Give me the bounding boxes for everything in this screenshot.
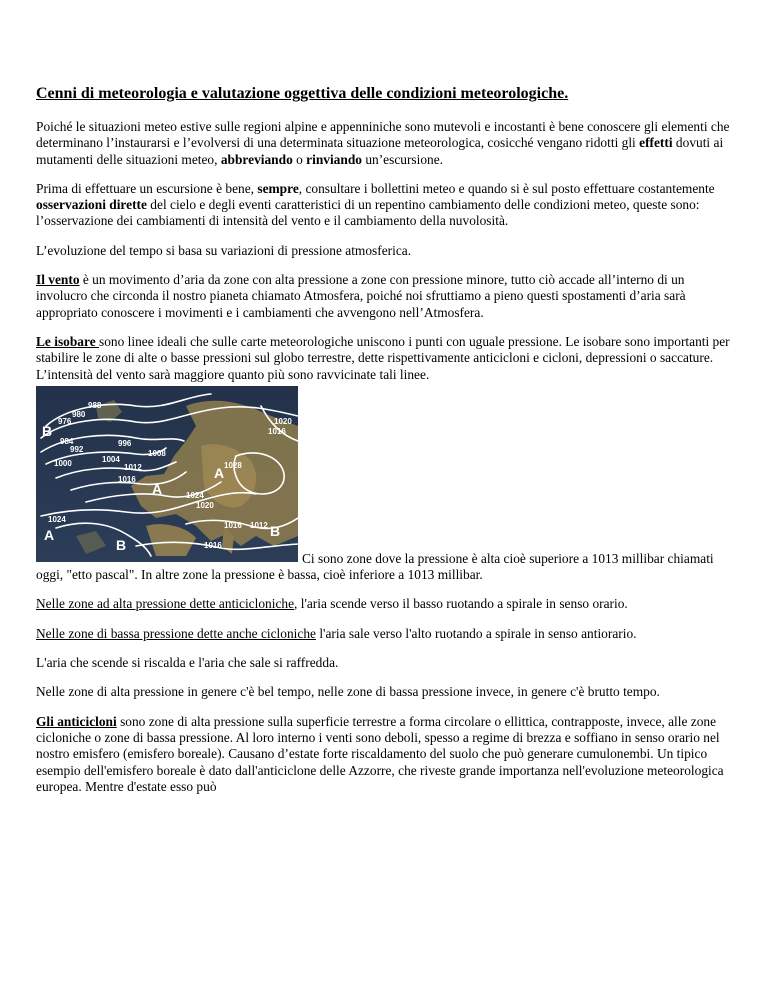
- isobar-label: 992: [70, 444, 84, 454]
- text-span: del cielo e degli eventi caratteristici di un repentino cambiamento delle condizioni meteo, queste sono: l’osservazione dei cambiamenti di intensità del vento e il cambiamento della nuvolosità.: [36, 197, 700, 229]
- text-span: , l'aria scende verso il basso ruotando a spirale in senso orario.: [294, 596, 628, 612]
- isobar-label: 1008: [148, 448, 166, 458]
- text-span: sono linee ideali che sulle carte meteorologiche uniscono i punti con uguale pressione. Le isobare sono importanti per stabilire le zone di alte o basse pressioni sul globo terrestre, dette rispettivamente anticicloni e cicloni, depressioni o saccature. L’intensità del vento sarà maggiore quanto più sono ravvicinate tali linee.: [36, 333, 730, 382]
- paragraph-wind: [36, 272, 736, 321]
- paragraph-anticyclonic: [36, 596, 736, 612]
- paragraph-intro: [36, 119, 736, 168]
- paragraph-anticyclones: [36, 714, 736, 795]
- term-anticyclonic: Nelle zone ad alta pressione dette anticicloniche: [36, 596, 295, 612]
- document-body: [36, 84, 736, 808]
- paragraph-isobars: [36, 334, 736, 383]
- isobar-label: 1020: [274, 416, 292, 426]
- isobar-label: 976: [58, 416, 72, 426]
- bold-term: osservazioni dirette: [36, 197, 147, 213]
- paragraph-bulletins: [36, 181, 736, 230]
- isobar-label: 1024: [186, 490, 204, 500]
- term-wind: Il vento: [36, 272, 80, 288]
- text-span: dovuti ai mutamenti delle situazioni meteo,: [36, 135, 724, 167]
- isobar-label: 984: [60, 436, 74, 446]
- document-title: Cenni di meteorologia e valutazione oggettiva delle condizioni meteorologiche.: [36, 85, 569, 102]
- high-pressure-mark: A: [214, 464, 225, 481]
- paragraph-cyclonic: [36, 626, 736, 642]
- isobar-weather-map: [36, 386, 298, 562]
- text-span: sono zone di alta pressione sulla superficie terrestre a forma circolare o ellittica, contrapposte, invece, alle zone cicloniche o zone di bassa pressione. Al loro interno i venti sono deboli, spesso a regime di brezza e soffiano in senso orario nel nostro emisfero (emisfero boreale). Causano d’estate forte riscaldamento del suolo che può generare cumulonembi. Un tipico esempio dell'emisfero boreale è dato dall'anticiclone delle Azzorre, che riveste grande importanza nell'evoluzione meteorologica europea. Mentre d'estate esso può: [36, 713, 724, 794]
- text-span: , consultare i bollettini meteo e quando si è sul posto effettuare costantemente: [298, 180, 715, 196]
- text-span: Poiché le situazioni meteo estive sulle regioni alpine e appenniniche sono mutevoli e incostanti è bene conoscere gli elementi che determinano l’instaurarsi e l’evolversi di una determinata situazione meteorologica, cosicché vengano ridotti gli: [36, 119, 730, 151]
- high-pressure-mark: A: [44, 526, 55, 543]
- isobar-label: 996: [118, 438, 132, 448]
- isobar-label: 1028: [224, 460, 242, 470]
- isobar-label: 1016: [118, 474, 136, 484]
- text-span: Prima di effettuare un escursione è bene,: [36, 180, 258, 196]
- isobar-label: 1016: [204, 540, 222, 550]
- term-anticyclones: Gli anticicloni: [36, 713, 117, 729]
- high-pressure-mark: A: [152, 480, 163, 497]
- term-cyclonic: Nelle zone di bassa pressione dette anche cicloniche: [36, 625, 316, 641]
- term-isobars: Le isobare: [36, 333, 99, 349]
- text-span: l'aria sale verso l'alto ruotando a spirale in senso antiorario.: [315, 625, 637, 641]
- paragraph-pressure: L’evoluzione del tempo si basa su variazioni di pressione atmosferica.: [36, 242, 412, 258]
- isobar-map-svg: [36, 386, 298, 562]
- isobar-label: 1012: [124, 462, 142, 472]
- bold-term: sempre: [257, 180, 299, 196]
- isobar-label: 988: [88, 400, 102, 410]
- isobar-label: 1016: [224, 520, 242, 530]
- isobar-label: 1024: [48, 514, 66, 524]
- isobar-label: 980: [72, 409, 86, 419]
- low-pressure-mark: B: [270, 522, 281, 539]
- low-pressure-mark: B: [116, 536, 127, 553]
- isobar-label: 1004: [102, 454, 120, 464]
- isobar-label: 1000: [54, 458, 72, 468]
- isobar-label: 1012: [250, 520, 268, 530]
- text-span: o: [292, 151, 307, 167]
- bold-term: effetti: [639, 135, 673, 151]
- paragraph-air-temperature: L'aria che scende si riscalda e l'aria che sale si raffredda.: [36, 655, 339, 671]
- text-span: è un movimento d’aria da zone con alta pressione a zone con pressione minore, tutto ciò accade all’interno di un involucro che circonda il nostro pianeta chiamato Atmosfera, poiché noi sfruttiamo a pieno questi spostamenti d’aria sarà appropriato conoscere i movimenti e i cambiamenti che avvengono nell’Atmosfera.: [36, 272, 686, 320]
- bold-term: rinviando: [306, 151, 362, 167]
- map-paragraph: [36, 386, 736, 584]
- low-pressure-mark: B: [42, 422, 53, 439]
- text-span: un’escursione.: [361, 151, 444, 167]
- bold-term: abbreviando: [220, 151, 293, 167]
- isobar-label: 1020: [196, 500, 214, 510]
- pressure-explanation: Ci sono zone dove la pressione è alta cioè superiore a 1013 millibar chiamati oggi, "etto pascal". In altre zone la pressione è bassa, cioè inferiore a 1013 millibar.: [36, 550, 714, 583]
- isobar-label: 1016: [268, 426, 286, 436]
- paragraph-weather: Nelle zone di alta pressione in genere c'è bel tempo, nelle zone di bassa pressione invece, in genere c'è brutto tempo.: [36, 684, 660, 700]
